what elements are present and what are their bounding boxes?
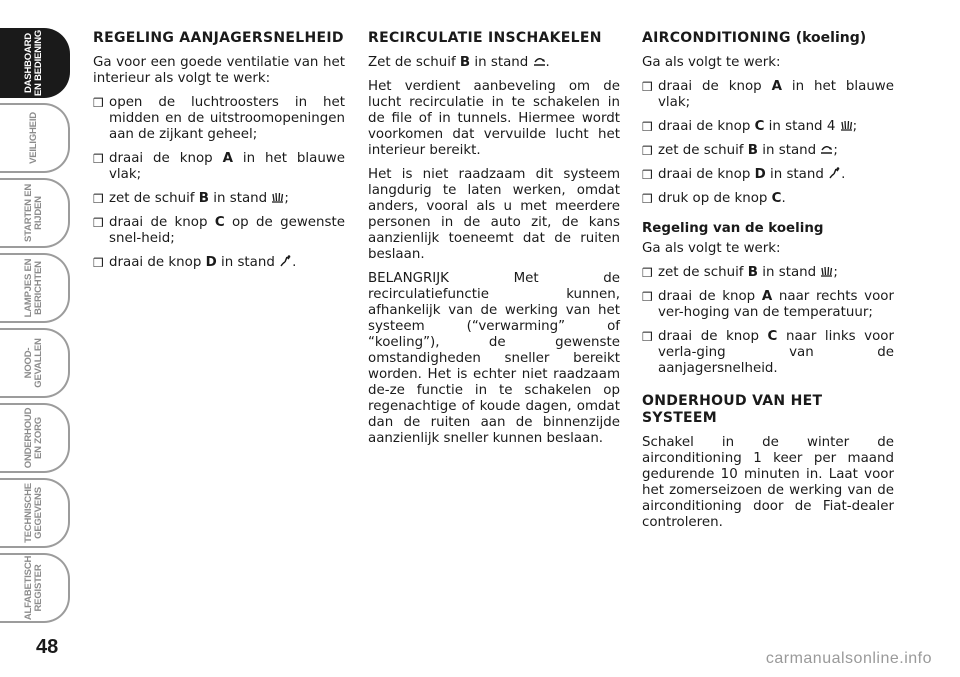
checkbox-icon: ❒ (93, 192, 104, 206)
tab-label: ALFABETISCH REGISTER (23, 555, 44, 621)
list-item: ❒ zet de schuif B in stand ; (93, 191, 289, 206)
tab-onderhoud[interactable] (0, 403, 70, 473)
feet-vent-icon (828, 167, 841, 179)
fan-icon (840, 119, 853, 131)
list-item: ❒ draai de knop C in stand 4 ; (642, 119, 858, 134)
tab-label: NOOD- GEVALLEN (23, 338, 44, 388)
tab-technische[interactable] (0, 478, 70, 548)
list-item: ❒ draai de knop A naar rechts voor ver-hoging van de temperatuur; (642, 289, 894, 320)
section-heading: AIRCONDITIONING (koeling) (642, 30, 867, 46)
checkbox-icon: ❒ (642, 290, 653, 304)
tab-dashboard[interactable] (0, 28, 70, 98)
intro-text: Ga als volgt te werk: (642, 55, 781, 70)
checkbox-icon: ❒ (642, 266, 653, 280)
tab-label: STARTEN EN RIJDEN (23, 184, 44, 242)
list-item: ❒ draai de knop A in het blauwe vlak; (93, 151, 345, 182)
fan-icon (271, 191, 284, 203)
tab-label: DASHBOARD EN BEDIENING (23, 29, 44, 97)
checkbox-icon: ❒ (93, 216, 104, 230)
list-item: ❒ zet de schuif B in stand ; (642, 143, 838, 158)
checkbox-icon: ❒ (642, 80, 653, 94)
list-item: ❒ draai de knop D in stand . (93, 255, 297, 270)
watermark-text: carmanualsonline.info (765, 650, 932, 667)
recirculation-icon (533, 55, 546, 67)
checkbox-icon: ❒ (93, 152, 104, 166)
tab-label: TECHNISCHE GEGEVENS (23, 483, 44, 543)
list-item: ❒ draai de knop C naar links voor verla-ging van de aanjagersnelheid. (642, 329, 894, 376)
feet-vent-icon (279, 255, 292, 267)
list-item: ❒ zet de schuif B in stand ; (642, 265, 838, 280)
checkbox-icon: ❒ (642, 330, 653, 344)
checkbox-icon: ❒ (642, 192, 653, 206)
tab-veiligheid[interactable] (0, 103, 70, 173)
paragraph: Zet de schuif B in stand . (368, 55, 550, 70)
fan-icon (820, 265, 833, 277)
intro-text: Ga voor een goede ventilatie van het interieur als volgt te werk: (93, 55, 345, 86)
section-heading: REGELING AANJAGERSNELHEID (93, 30, 344, 46)
section-heading: RECIRCULATIE INSCHAKELEN (368, 30, 602, 46)
paragraph: Het verdient aanbeveling om de lucht recirculatie in te schakelen in de file of in tunnels. Hiermee wordt voorkomen dat vervuilde lucht het interieur bereikt. (368, 79, 620, 158)
list-item: ❒ draai de knop D in stand . (642, 167, 846, 182)
checkbox-icon: ❒ (642, 168, 653, 182)
paragraph: Het is niet raadzaam dit systeem langdurig te laten werken, omdat anders, vooral als u met meerdere personen in de auto zit, de kans aanzienlijk toeneemt dat de ruiten beslaan. (368, 167, 620, 262)
column-recirculation (368, 30, 620, 455)
tab-noodgevallen[interactable] (0, 328, 70, 398)
list-item: ❒ draai de knop A in het blauwe vlak; (642, 79, 894, 110)
tab-register[interactable] (0, 553, 70, 623)
intro-text: Ga als volgt te werk: (642, 241, 781, 256)
paragraph: BELANGRIJK Met de recirculatiefunctie kunnen, afhankelijk van de werking van het systeem (“verwarming” of “koeling”), de gewenste omstandigheden sneller bereikt worden. Het is echter niet raadzaam de-ze functie in te schakelen op regenachtige of koude dagen, omdat dan de ruiten aan de binnenzijde aanzienlijk sneller kunnen beslaan. (368, 271, 620, 446)
column-airconditioning (642, 30, 894, 539)
list-item: ❒ open de luchtroosters in het midden en de uitstroomopeningen aan de zijkant geheel; (93, 95, 345, 142)
sub-heading: Regeling van de koeling (642, 221, 824, 236)
checkbox-icon: ❒ (642, 144, 653, 158)
tab-label: LAMPJES EN BERICHTEN (23, 258, 44, 318)
section-heading: ONDERHOUD VAN HET SYSTEEM (642, 393, 823, 426)
checkbox-icon: ❒ (642, 120, 653, 134)
page-number: 48 (36, 636, 59, 658)
list-item: ❒ draai de knop C op de gewenste snel-heid; (93, 215, 345, 246)
recirculation-icon (820, 143, 833, 155)
tab-label: VEILIGHEID (28, 112, 39, 164)
checkbox-icon: ❒ (93, 256, 104, 270)
paragraph: Schakel in de winter de airconditioning 1 keer per maand gedurende 10 minuten in. Laat voor het zomerseizoen de werking van de airconditioning door de Fiat-dealer controleren. (642, 435, 894, 530)
tab-label: ONDERHOUD EN ZORG (23, 407, 44, 469)
list-item: ❒ druk op de knop C. (642, 191, 786, 206)
column-ventilation (93, 30, 345, 279)
tab-starten[interactable] (0, 178, 70, 248)
tab-lampjes[interactable] (0, 253, 70, 323)
chapter-sidebar (0, 0, 72, 677)
checkbox-icon: ❒ (93, 96, 104, 110)
